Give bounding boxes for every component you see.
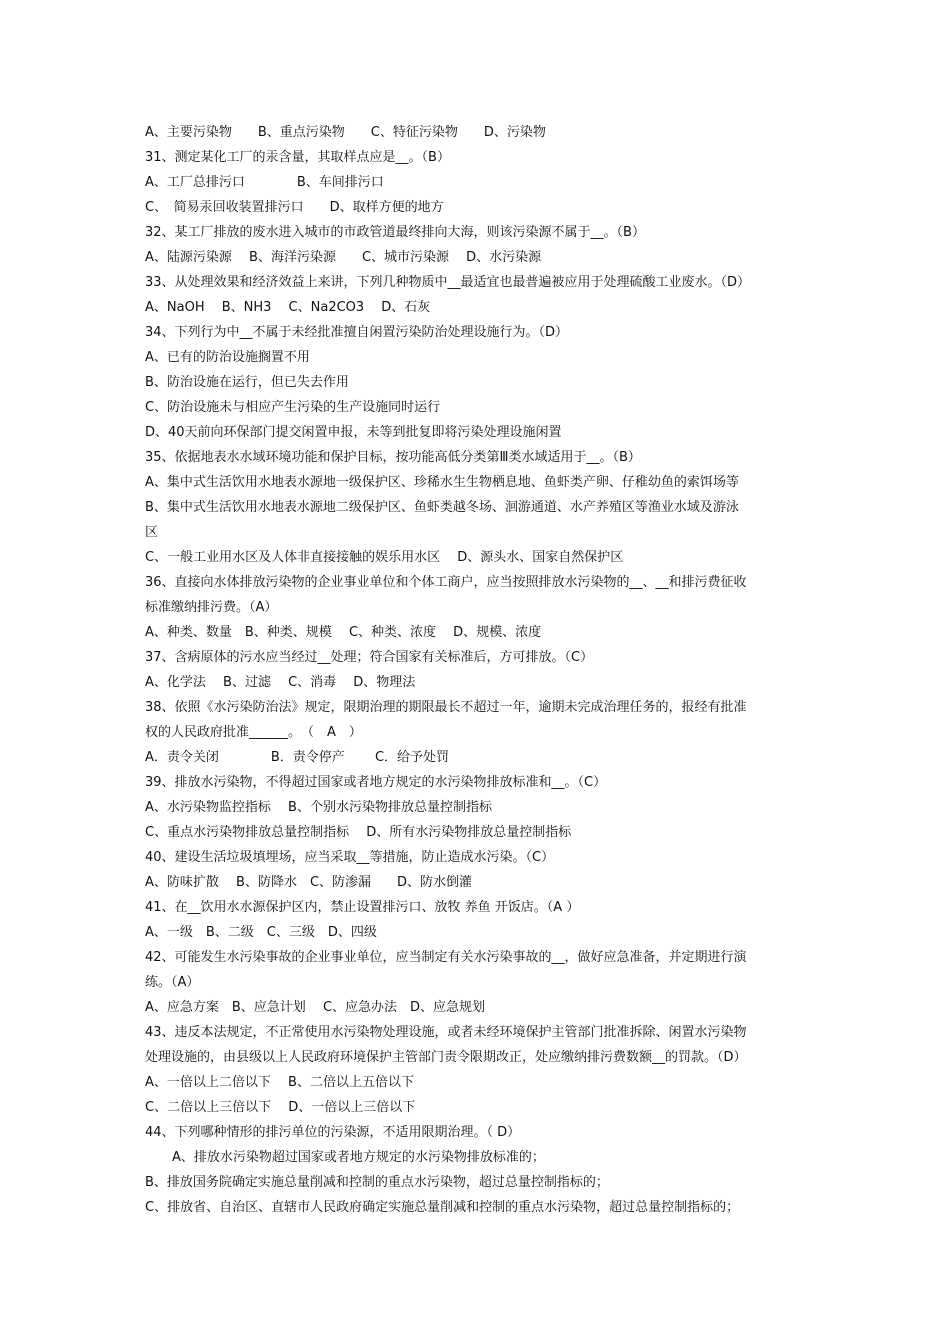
text-line: A、已有的防治设施搁置不用 bbox=[145, 350, 310, 365]
text-line: 31、测定某化工厂的汞含量，其取样点应是__。（B） bbox=[145, 150, 450, 165]
text-line: 标准缴纳排污费。（A） bbox=[145, 600, 278, 615]
text-line: A、主要污染物 B、重点污染物 C、特征污染物 D、污染物 bbox=[145, 125, 546, 140]
text-line: A、化学法 B、过滤 C、消毒 D、物理法 bbox=[145, 675, 416, 690]
document-body bbox=[0, 120, 950, 1220]
text-line: A、NaOH B、NH3 C、Na2CO3 D、石灰 bbox=[145, 300, 431, 315]
text-line: A、防味扩散 B、防降水 C、防渗漏 D、防水倒灌 bbox=[145, 875, 473, 890]
text-line: 42、可能发生水污染事故的企业事业单位，应当制定有关水污染事故的__，做好应急准备，并定期进行演 bbox=[145, 950, 747, 965]
text-line: A、集中式生活饮用水地表水源地一级保护区、珍稀水生生物栖息地、鱼虾类产卵、仔稚幼鱼的索饵场等 bbox=[145, 475, 739, 490]
text-line: 区 bbox=[145, 525, 159, 540]
text-line: A、水污染物监控指标 B、个别水污染物排放总量控制指标 bbox=[145, 800, 492, 815]
text-line: B、集中式生活饮用水地表水源地二级保护区、鱼虾类越冬场、洄游通道、水产养殖区等渔业水域及游泳 bbox=[145, 500, 739, 515]
text-line: B、防治设施在运行，但已失去作用 bbox=[145, 375, 349, 390]
text-line: D、40天前向环保部门提交闲置申报，未等到批复即将污染处理设施闲置 bbox=[145, 425, 562, 440]
text-line: A、一倍以上二倍以下 B、二倍以上五倍以下 bbox=[145, 1075, 414, 1090]
text-line: 35、依据地表水水域环境功能和保护目标，按功能高低分类第Ⅲ类水域适用于__。（B） bbox=[145, 450, 641, 465]
text-line: C、排放省、自治区、直辖市人民政府确定实施总量削减和控制的重点水污染物，超过总量控制指标的； bbox=[145, 1200, 740, 1215]
text-line: 32、某工厂排放的废水进入城市的市政管道最终排向大海，则该污染源不属于__。（B） bbox=[145, 225, 645, 240]
text-line: 37、含病原体的污水应当经过__处理；符合国家有关标准后，方可排放。（C） bbox=[145, 650, 594, 665]
text-line: A．责令关闭 B．责令停产 C．给予处罚 bbox=[145, 750, 450, 765]
text-line: 33、从处理效果和经济效益上来讲，下列几种物质中__最适宜也最普遍被应用于处理硫酸工业废水。（D） bbox=[145, 275, 751, 290]
text-line: 38、依照《水污染防治法》规定，限期治理的期限最长不超过一年，逾期未完成治理任务的，报经有批准 bbox=[145, 700, 747, 715]
text-line: 36、直接向水体排放污染物的企业事业单位和个体工商户，应当按照排放水污染物的__、__和排污费征收 bbox=[145, 575, 747, 590]
text-line: 练。（A） bbox=[145, 975, 200, 990]
text-line: A、应急方案 B、应急计划 C、应急办法 D、应急规划 bbox=[145, 1000, 486, 1015]
text-line: 41、在__饮用水水源保护区内，禁止设置排污口、放牧 养鱼 开饭店。（A ） bbox=[145, 900, 580, 915]
text-line: A、排放水污染物超过国家或者地方规定的水污染物排放标准的； bbox=[172, 1150, 545, 1165]
text-line: A、一级 B、二级 C、三级 D、四级 bbox=[145, 925, 377, 940]
text-line: C、一般工业用水区及人体非直接接触的娱乐用水区 D、源头水、国家自然保护区 bbox=[145, 550, 624, 565]
text-line: 处理设施的，由县级以上人民政府环境保护主管部门责令限期改正，处应缴纳排污费数额__的罚款。（D） bbox=[145, 1050, 747, 1065]
text-line: 40、建设生活垃圾填埋场，应当采取__等措施，防止造成水污染。（C） bbox=[145, 850, 555, 865]
text-line: A、陆源污染源 B、海洋污染源 C、城市污染源 D、水污染源 bbox=[145, 250, 542, 265]
text-line: 权的人民政府批准______。 （ A ） bbox=[145, 725, 362, 740]
text-line: A、工厂总排污口 B、车间排污口 bbox=[145, 175, 384, 190]
text-line: 39、排放水污染物，不得超过国家或者地方规定的水污染物排放标准和__。（C） bbox=[145, 775, 607, 790]
text-line: C、重点水污染物排放总量控制指标 D、所有水污染物排放总量控制指标 bbox=[145, 825, 572, 840]
text-line: 34、下列行为中__不属于未经批准擅自闲置污染防治处理设施行为。（D） bbox=[145, 325, 569, 340]
text-line: 44、下列哪种情形的排污单位的污染源，不适用限期治理。（ D） bbox=[145, 1125, 521, 1140]
text-line: C、防治设施未与相应产生污染的生产设施同时运行 bbox=[145, 400, 441, 415]
text-line: C、 简易汞回收装置排污口 D、取样方便的地方 bbox=[145, 200, 444, 215]
text-line: C、二倍以上三倍以下 D、一倍以上三倍以下 bbox=[145, 1100, 416, 1115]
text-line: B、排放国务院确定实施总量削减和控制的重点水污染物，超过总量控制指标的； bbox=[145, 1175, 609, 1190]
text-line: 43、违反本法规定，不正常使用水污染物处理设施，或者未经环境保护主管部门批准拆除、闲置水污染物 bbox=[145, 1025, 747, 1040]
text-line: A、种类、数量 B、种类、规模 C、种类、浓度 D、规模、浓度 bbox=[145, 625, 542, 640]
